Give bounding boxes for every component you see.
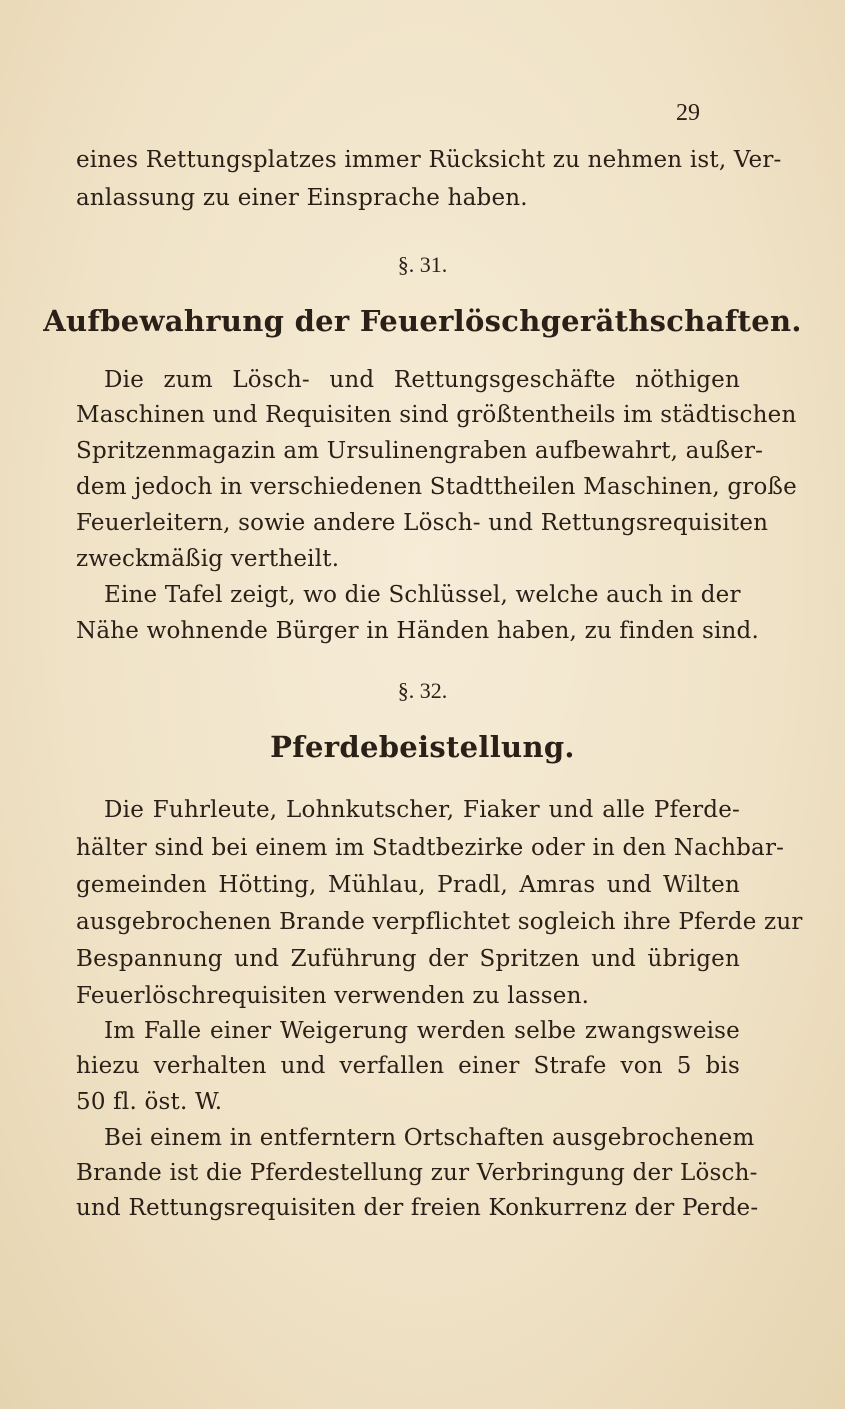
text-line: dem jedoch in verschiedenen Stadttheilen Maschinen, große <box>76 474 797 500</box>
text-line: Im Falle einer Weigerung werden selbe zwangsweise <box>104 1018 740 1044</box>
text-line: Bei einem in entferntern Ortschaften ausgebrochenem <box>104 1125 755 1151</box>
text-line: hiezu verhalten und verfallen einer Strafe von 5 bis <box>76 1053 740 1079</box>
section-number: §. 32. <box>397 678 448 703</box>
section-title: Aufbewahrung der Feuerlöschgeräthschaften. <box>43 304 802 338</box>
text-line: Nähe wohnende Bürger in Händen haben, zu finden sind. <box>76 618 759 644</box>
text-line: gemeinden Hötting, Mühlau, Pradl, Amras und Wilten <box>76 872 740 898</box>
text-line: Feuerlöschrequisiten verwenden zu lassen. <box>76 983 590 1009</box>
section-title: Pferdebeistellung. <box>270 730 575 764</box>
text-line: Feuerleitern, sowie andere Lösch- und Rettungsrequisiten <box>76 510 769 536</box>
text-line: hälter sind bei einem im Stadtbezirke oder in den Nachbar- <box>76 835 785 861</box>
text-line: Eine Tafel zeigt, wo die Schlüssel, welche auch in der <box>104 582 741 608</box>
text-line: und Rettungsrequisiten der freien Konkurrenz der Perde- <box>76 1195 759 1221</box>
text-line: 50 fl. öst. W. <box>76 1089 223 1115</box>
text-line: Maschinen und Requisiten sind größtentheils im städtischen <box>76 402 797 428</box>
text-line: Die Fuhrleute, Lohnkutscher, Fiaker und alle Pferde- <box>104 797 740 823</box>
text-line: Brande ist die Pferdestellung zur Verbringung der Lösch- <box>76 1160 758 1186</box>
text-line: eines Rettungsplatzes immer Rücksicht zu nehmen ist, Ver- <box>76 147 782 173</box>
text-line: Die zum Lösch- und Rettungsgeschäfte nöthigen <box>104 367 740 393</box>
text-line: anlassung zu einer Einsprache haben. <box>76 185 528 211</box>
text-line: zweckmäßig vertheilt. <box>76 546 340 572</box>
text-line: ausgebrochenen Brande verpflichtet sogleich ihre Pferde zur <box>76 909 803 935</box>
text-line: Bespannung und Zuführung der Spritzen und übrigen <box>76 946 740 972</box>
text-line: Spritzenmagazin am Ursulinengraben aufbewahrt, außer- <box>76 438 764 464</box>
page-number: 29 <box>676 100 700 126</box>
section-number: §. 31. <box>397 252 448 277</box>
